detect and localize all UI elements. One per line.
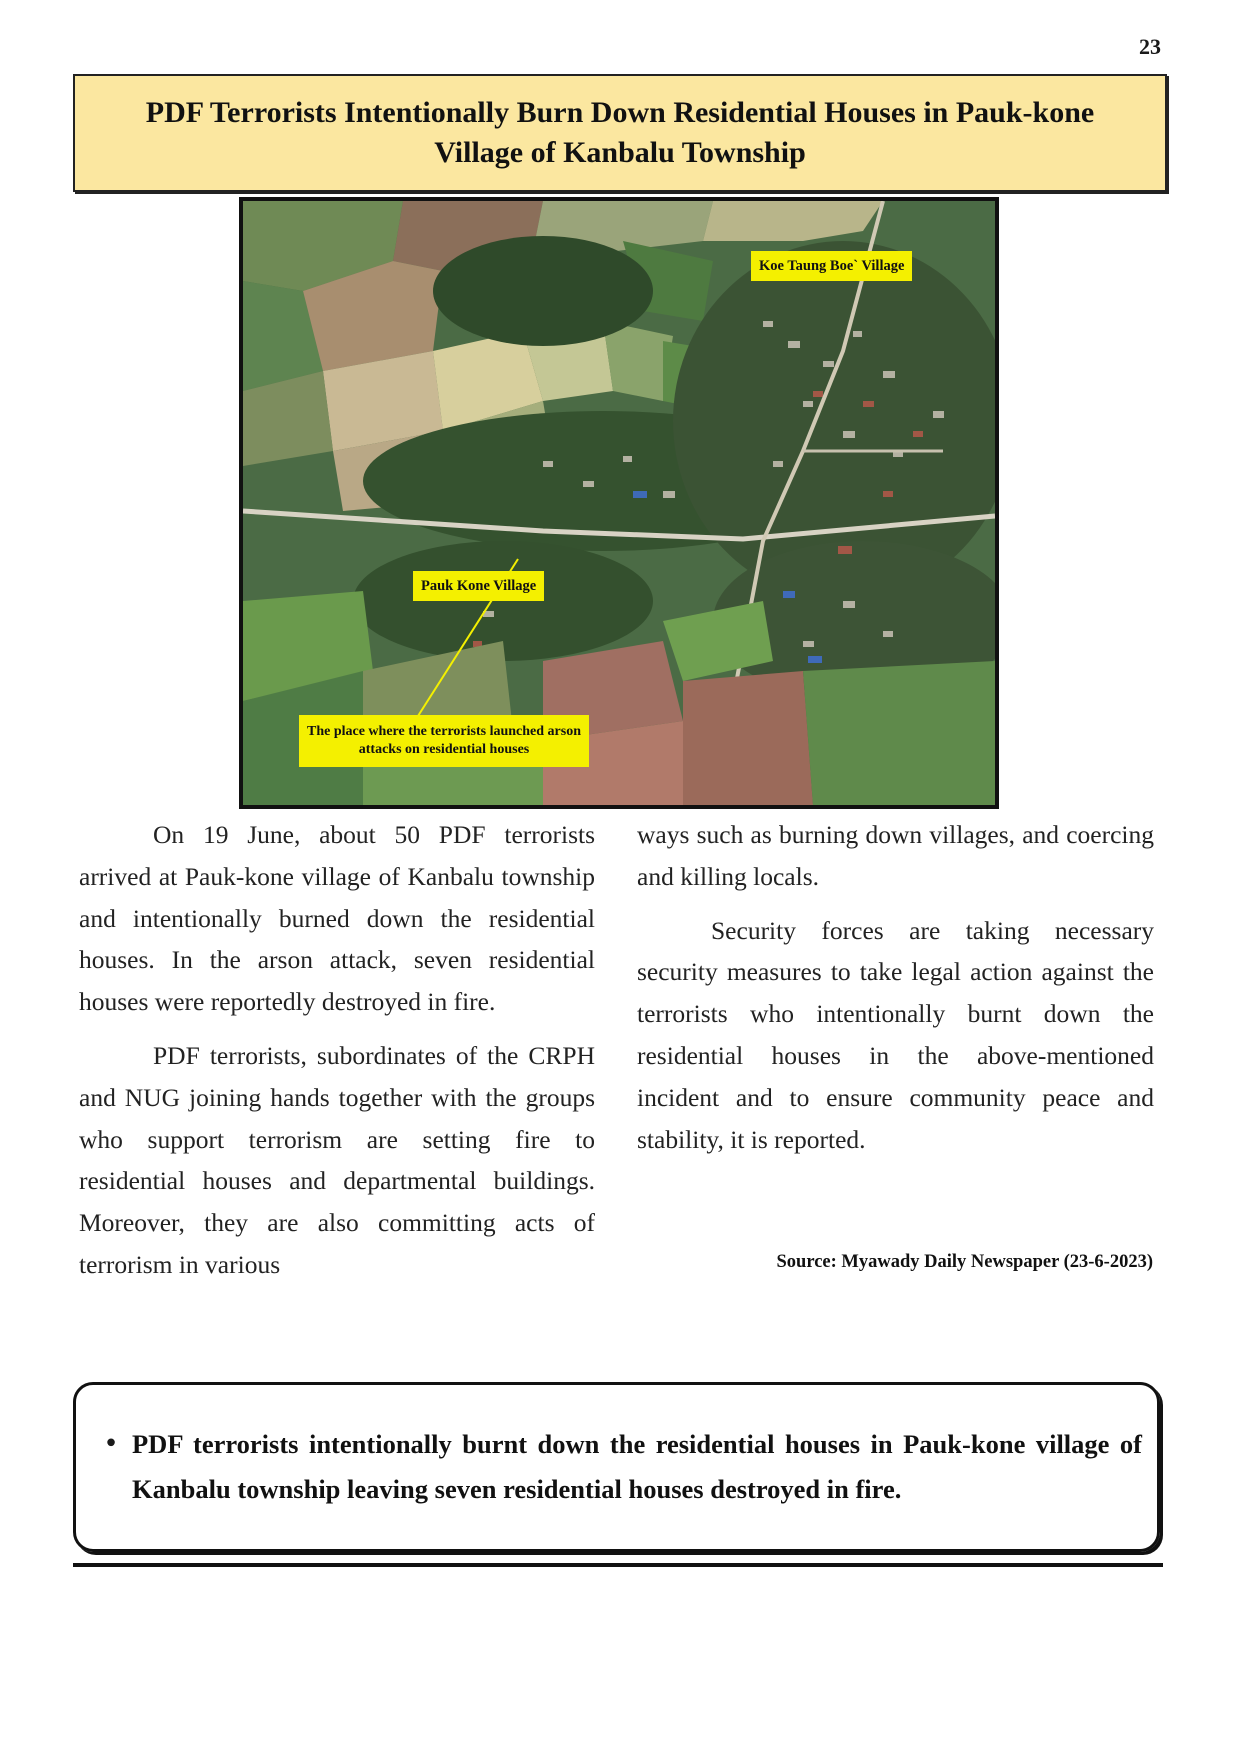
summary-box (73, 1382, 1160, 1552)
bullet-icon: • (103, 1429, 119, 1459)
paragraph-2: PDF terrorists, subordinates of the CRPH and NUG joining hands together with the groups who support terrorism are setting fire to residential houses and departmental buildings. Moreover, they are also committing acts of terrorism in various (79, 1040, 595, 1279)
right-column (637, 814, 1154, 1172)
paragraph-1: On 19 June, about 50 PDF terrorists arrived at Pauk-kone village of Kanbalu township and intentionally burned down the residential houses. In the arson attack, seven residential houses were reportedly destroyed in fire. (79, 820, 595, 1017)
label-pauk-kone-village: Pauk Kone Village (413, 571, 544, 601)
paragraph-2-continuation: ways such as burning down villages, and coercing and killing locals. (637, 820, 1154, 891)
summary-item (76, 1422, 1156, 1512)
label-koe-taung-village: Koe Taung Boe` Village (751, 251, 912, 281)
bottom-rule (73, 1563, 1163, 1567)
left-column (79, 814, 595, 1298)
title-box (73, 74, 1167, 192)
source-citation: Source: Myawady Daily Newspaper (23-6-2023) (776, 1252, 1153, 1272)
paragraph-3: Security forces are taking necessary security measures to take legal action against the terrorists who intentionally burnt down the residential houses in the above-mentioned incident and to ensure community peace and stability, it is reported. (637, 915, 1154, 1154)
article-title: PDF Terrorists Intentionally Burn Down Residential Houses in Pauk-kone Village of Kanbalu Township (145, 96, 1095, 169)
satellite-map (239, 197, 999, 809)
summary-text: PDF terrorists intentionally burnt down the residential houses in Pauk-kone village of Kanbalu township leaving seven residential houses destroyed in fire. (132, 1429, 1142, 1504)
label-arson-place: The place where the terrorists launched arson attacks on residential houses (299, 715, 589, 767)
page-number: 23 (1139, 34, 1161, 59)
